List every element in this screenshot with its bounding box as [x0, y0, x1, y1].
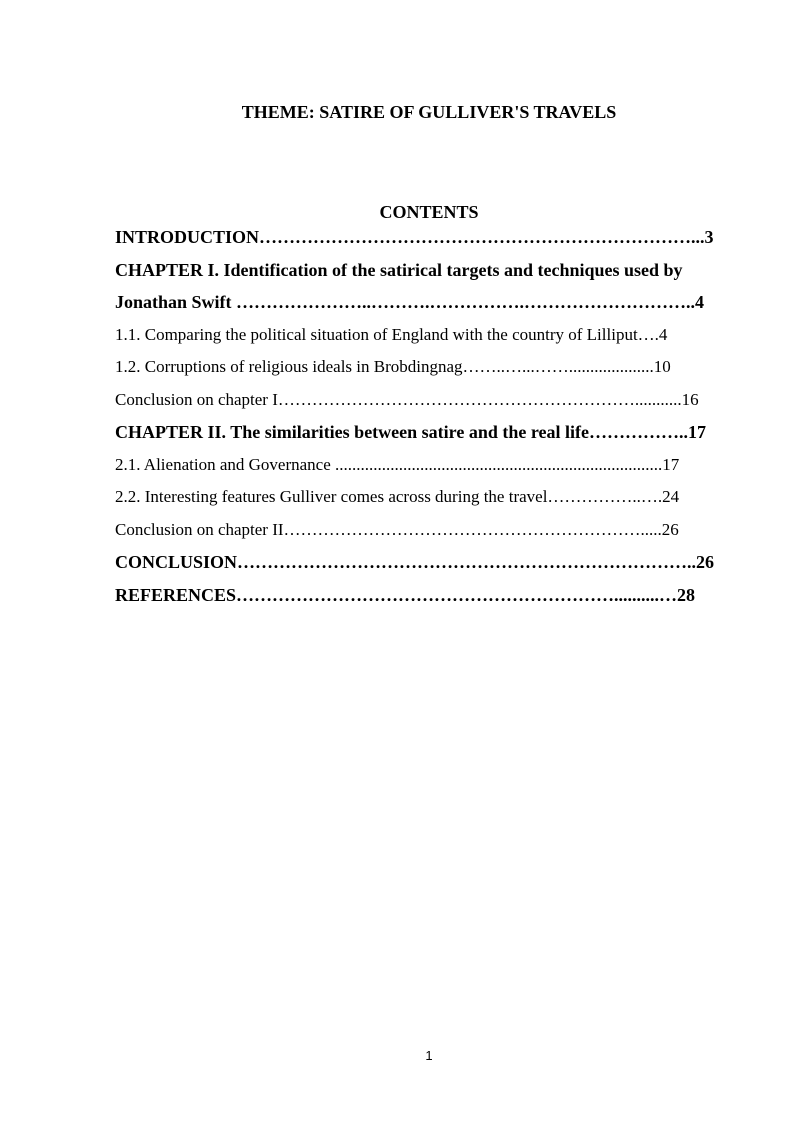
toc-entry-1-1: 1.1. Comparing the political situation of England with the country of Lilliput….4: [115, 324, 668, 344]
document-theme-title: THEME: SATIRE OF GULLIVER'S TRAVELS: [241, 102, 617, 122]
toc-entry-conclusion: CONCLUSION…………………………………………………………………..26: [115, 552, 715, 572]
toc-entry-introduction: INTRODUCTION………………………………………………………………...3: [115, 227, 714, 247]
toc-entry-conclusion-ch2: Conclusion on chapter II……………………………………………………….....26: [115, 519, 679, 539]
toc-entry-conclusion-ch1: Conclusion on chapter I………………………………………………………...........16: [115, 389, 699, 409]
toc-entry-chapter-1-title: CHAPTER I. Identification of the satirical targets and techniques used by: [115, 259, 683, 280]
toc-entry-references: REFERENCES………………………………………………………..........…28: [115, 584, 696, 605]
table-of-contents: [115, 226, 745, 616]
toc-entry-2-1: 2.1. Alienation and Governance .............................................................................17: [115, 454, 680, 474]
toc-entry-chapter-1-title-cont: Jonathan Swift …………………..……….…………….………………………..4: [115, 292, 705, 312]
toc-entry-2-2: 2.2. Interesting features Gulliver comes across during the travel……………..….24: [115, 487, 680, 506]
toc-entry-1-2: 1.2. Corruptions of religious ideals in Brobdingnag……..…...……....................10: [115, 357, 671, 376]
page-number: 1: [425, 1048, 433, 1063]
toc-entry-chapter-2: CHAPTER II. The similarities between satire and the real life……………..17: [115, 422, 706, 442]
contents-heading: CONTENTS: [379, 202, 479, 222]
